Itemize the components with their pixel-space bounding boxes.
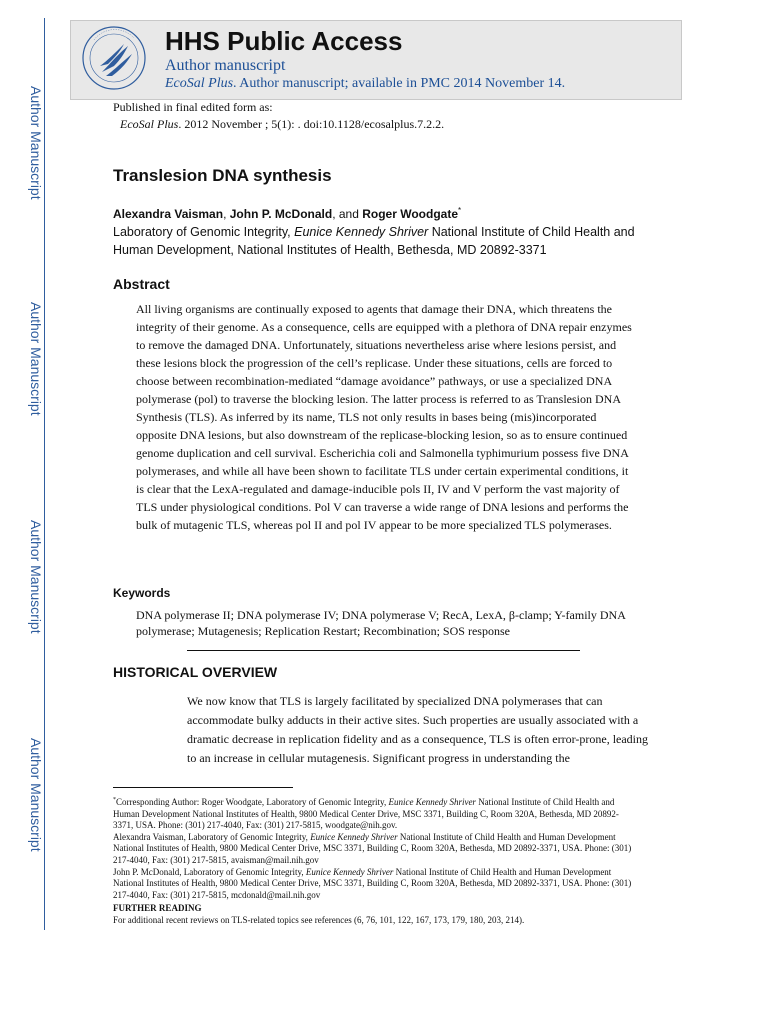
footnote-italic: Eunice Kennedy Shriver bbox=[388, 797, 476, 807]
footnote-italic: Eunice Kennedy Shriver bbox=[305, 866, 394, 877]
abstract-heading: Abstract bbox=[113, 276, 170, 292]
author-name: Alexandra Vaisman bbox=[113, 207, 224, 221]
side-label-author-manuscript: Author Manuscript bbox=[28, 738, 44, 852]
side-rule bbox=[44, 18, 45, 930]
footnote-text: Alexandra Vaisman, Laboratory of Genomic Integrity, bbox=[113, 831, 311, 842]
author-separator: , bbox=[223, 207, 230, 221]
footnote-text: Corresponding Author: Roger Woodgate, Laboratory of Genomic Integrity, bbox=[116, 797, 389, 807]
availability-text: . Author manuscript; available in PMC 2014 November 14. bbox=[233, 76, 566, 91]
further-reading-text: For additional recent reviews on TLS-related topics see references (6, 76, 101, 122, 167, 173, 179, 180, 203, 214). bbox=[113, 914, 525, 925]
author-list bbox=[113, 206, 461, 221]
section-divider bbox=[187, 650, 580, 651]
author-name: Roger Woodgate bbox=[362, 207, 459, 221]
footnote-mcdonald bbox=[113, 867, 633, 902]
hhs-public-access-title: HHS Public Access bbox=[165, 26, 403, 56]
journal-name: EcoSal Plus bbox=[165, 76, 234, 91]
footnote-mark: * bbox=[113, 797, 116, 803]
keywords-heading: Keywords bbox=[113, 586, 171, 600]
footnote-vaisman bbox=[113, 832, 633, 867]
footnote-text: National Institute of Child Health and Human Development National Institutes of Health, 9800 Medical Center Drive, MSC 3371, Building C, Room 320A, Bethesda, MD 20892-3371, USA. Phone: (301) 217-4040, Fax: (301) 217-5815, avaisman@mail.nih.gov bbox=[113, 831, 632, 865]
affiliation-italic: Eunice Kennedy Shriver bbox=[294, 225, 429, 239]
further-reading-heading: FURTHER READING bbox=[113, 903, 202, 914]
affiliation-text: Laboratory of Genomic Integrity, bbox=[113, 225, 295, 239]
body-paragraph: We now know that TLS is largely facilitated by specialized DNA polymerases that can accommodate bulky adducts in their active sites. Such properties are usually associated with a dramatic decrease in replication fidelity and as a consequence, TLS is often error-prone, leading to an increase in cellular mutagenesis. Significant progress in understanding the bbox=[187, 694, 649, 765]
footnote-italic: Eunice Kennedy Shriver bbox=[310, 831, 398, 842]
journal-availability-line bbox=[165, 76, 565, 92]
keywords-text: DNA polymerase II; DNA polymerase IV; DNA polymerase V; RecA, LexA, β-clamp; Y-family DNA polymerase; Mutagenesis; Replication Restart; Recombination; SOS response bbox=[136, 608, 626, 638]
side-label-author-manuscript: Author Manuscript bbox=[28, 520, 44, 634]
abstract-text: All living organisms are continually exposed to agents that damage their DNA, which threatens the integrity of their genome. As a consequence, cells are equipped with a plethora of DNA repair enzymes to remove the damaged DNA. Unfortunately, situations nevertheless arise where lesions persist, and these lesions block the progression of the cell’s replicase. Under these situations, cells are forced to choose between recombination-mediated “damage avoidance” pathways, or use a specialized DNA polymerase (pol) to traverse the blocking lesion. The latter process is referred to as Translesion DNA Synthesis (TLS). As inferred by its name, TLS not only results in bases being (mis)incorporated opposite DNA lesions, but also downstream of the replicase-blocking lesion, so as to ensure continued genome duplication and cell survival. Escherichia coli and Salmonella typhimurium possess five DNA polymerases, and while all have been shown to facilitate TLS under certain experimental conditions, it is clear that the LexA-regulated and damage-inducible pols II, IV and V perform the vast majority of TLS under physiological conditions. Pol V can traverse a wide range of DNA lesions and performs the bulk of mutagenic TLS, whereas pol II and pol IV appear to be more specialized TLS polymerases. bbox=[136, 302, 632, 532]
footnote-text: John P. McDonald, Laboratory of Genomic Integrity, bbox=[113, 866, 306, 877]
citation-details: . 2012 November ; 5(1): . doi:10.1128/ecosalplus.7.2.2. bbox=[178, 117, 445, 131]
footnote-corresponding bbox=[113, 795, 633, 832]
author-separator: , and bbox=[332, 207, 363, 221]
hhs-eagle-logo-icon bbox=[80, 24, 148, 92]
section-heading: HISTORICAL OVERVIEW bbox=[113, 664, 278, 680]
author-name: John P. McDonald bbox=[229, 207, 333, 221]
footnote-text: National Institute of Child Health and Human Development National Institutes of Health, 9800 Medical Center Drive, MSC 3371, Building C, Room 320A, Bethesda, MD 20892-3371, USA. Phone: (301) 217-4040, Fax: (301) 217-5815, woodgate@nih.gov. bbox=[113, 797, 619, 831]
citation-journal: EcoSal Plus bbox=[120, 117, 179, 131]
affiliation-text: National Institute of Child Health and Human Development, National Institutes of Health, Bethesda, MD 20892-3371 bbox=[113, 225, 635, 257]
footnote-divider bbox=[113, 787, 293, 788]
author-manuscript-subtitle: Author manuscript bbox=[165, 57, 286, 74]
citation bbox=[120, 117, 444, 132]
article-title: Translesion DNA synthesis bbox=[113, 166, 332, 185]
footnotes bbox=[113, 795, 633, 927]
side-label-author-manuscript: Author Manuscript bbox=[28, 302, 44, 416]
published-as-label: Published in final edited form as: bbox=[113, 100, 273, 114]
footnote-text: National Institute of Child Health and Human Development National Institutes of Health, 9800 Medical Center Drive, MSC 3371, Building C, Room 320A, Bethesda, MD 20892-3371, USA. Phone: (301) 217-4040, Fax: (301) 217-5815, mcdonald@mail.nih.gov bbox=[113, 866, 632, 900]
corresponding-mark: * bbox=[458, 206, 462, 215]
affiliation bbox=[113, 223, 673, 259]
side-label-author-manuscript: Author Manuscript bbox=[28, 86, 44, 200]
